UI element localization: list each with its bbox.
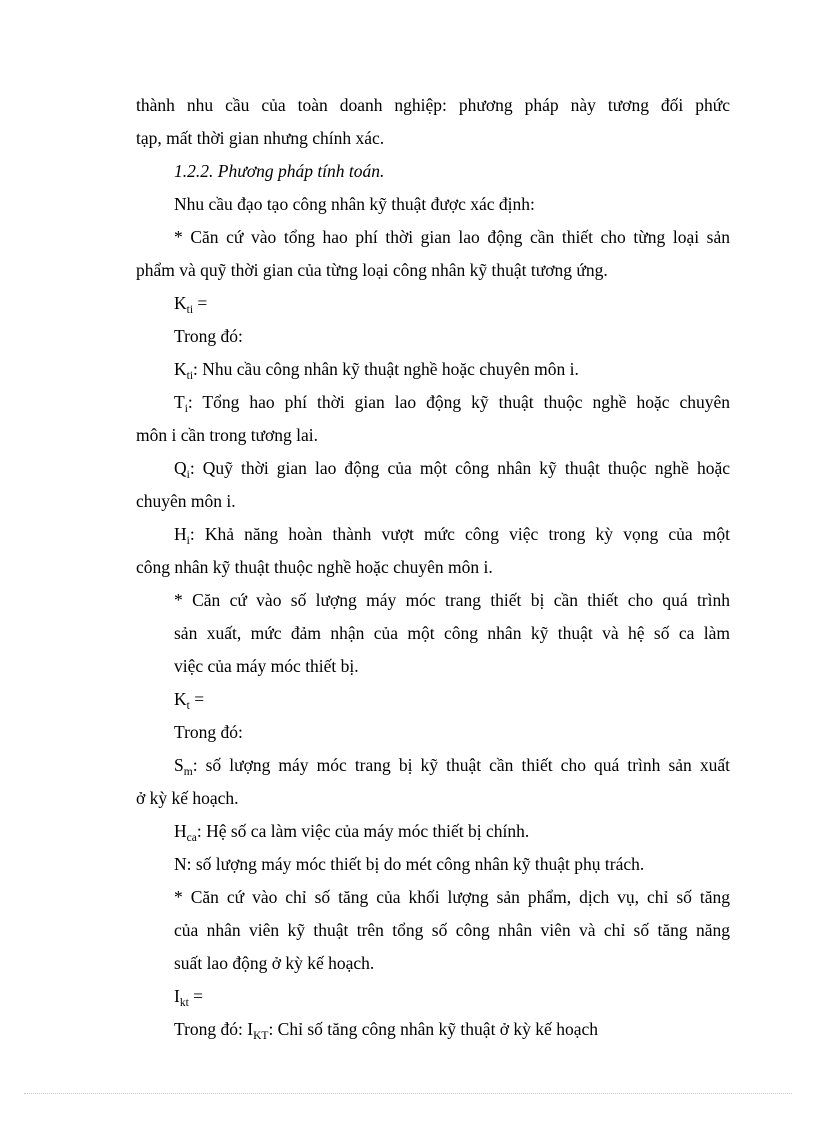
paragraph-line: chuyên môn i. — [136, 491, 236, 511]
variable-subscript: KT — [253, 1030, 269, 1042]
paragraph-line: tạp, mất thời gian nhưng chính xác. — [136, 128, 385, 148]
definition-text: : số lượng máy móc trang bị kỹ thuật cần thiết cho quá trình sản xuất — [192, 755, 730, 775]
variable-symbol: Q — [174, 458, 187, 478]
paragraph-line: Trong đó: — [174, 722, 243, 742]
paragraph-line: môn i cần trong tương lai. — [136, 425, 319, 445]
paragraph-line: ở kỳ kế hoạch. — [136, 788, 239, 808]
formula-equals: = — [193, 293, 208, 313]
paragraph-line: sản xuất, mức đảm nhận của một công nhân kỹ thuật và hệ số ca làm — [174, 623, 730, 643]
variable-subscript: i — [184, 403, 188, 415]
variable-subscript: ti — [186, 370, 194, 382]
paragraph-line: thành nhu cầu của toàn doanh nghiệp: phương pháp này tương đối phức — [136, 95, 730, 115]
definition-text: : Nhu cầu công nhân kỹ thuật nghề hoặc chuyên môn i. — [193, 359, 579, 379]
formula-line — [174, 985, 203, 1007]
variable-symbol: K — [174, 359, 187, 379]
formula-symbol: K — [174, 689, 187, 709]
definition-line — [174, 754, 730, 776]
formula-symbol: K — [174, 293, 187, 313]
paragraph-line: việc của máy móc thiết bị. — [174, 656, 359, 676]
formula-symbol: I — [174, 986, 180, 1006]
definition-text: : Chỉ số tăng công nhân kỹ thuật ở kỳ kế hoạch — [268, 1019, 598, 1039]
formula-subscript: kt — [179, 997, 189, 1009]
variable-symbol: S — [174, 755, 184, 775]
variable-subscript: m — [183, 766, 193, 778]
paragraph-line: * Căn cứ vào số lượng máy móc trang thiết bị cần thiết cho quá trình — [174, 590, 730, 610]
variable-symbol: H — [174, 524, 187, 544]
definition-text: : Quỹ thời gian lao động của một công nhân kỹ thuật thuộc nghề hoặc — [189, 458, 730, 478]
variable-subscript: i — [186, 535, 190, 547]
definition-line — [174, 523, 730, 545]
variable-subscript: i — [186, 469, 190, 481]
formula-line — [174, 292, 207, 314]
paragraph-line: phẩm và quỹ thời gian của từng loại công nhân kỹ thuật tương ứng. — [136, 260, 608, 280]
definition-text: : Khả năng hoàn thành vượt mức công việc trong kỳ vọng của một — [189, 524, 730, 544]
definition-line — [174, 457, 730, 479]
definition-text: : Hệ số ca làm việc của máy móc thiết bị chính. — [196, 821, 530, 841]
paragraph-line: Nhu cầu đạo tạo công nhân kỹ thuật được xác định: — [174, 194, 535, 214]
definition-line — [174, 1018, 598, 1040]
definition-line: N: số lượng máy móc thiết bị do mét công nhân kỹ thuật phụ trách. — [174, 854, 645, 874]
formula-line — [174, 688, 204, 710]
variable-symbol: T — [174, 392, 185, 412]
definition-text: : Tổng hao phí thời gian lao động kỹ thuật thuộc nghề hoặc chuyên — [187, 392, 730, 412]
page-bottom-border — [24, 1093, 792, 1094]
definition-line — [174, 358, 579, 380]
paragraph-line: công nhân kỹ thuật thuộc nghề hoặc chuyên môn i. — [136, 557, 493, 577]
definition-line — [174, 391, 730, 413]
formula-equals: = — [188, 986, 204, 1006]
paragraph-line: suất lao động ở kỳ kế hoạch. — [174, 953, 375, 973]
paragraph-line: của nhân viên kỹ thuật trên tổng số công nhân viên và chỉ số tăng năng — [174, 920, 730, 940]
paragraph-line: * Căn cứ vào tổng hao phí thời gian lao động cần thiết cho từng loại sản — [174, 227, 730, 247]
formula-subscript: ti — [186, 304, 194, 316]
formula-subscript: t — [186, 700, 190, 712]
variable-subscript: ca — [186, 832, 197, 844]
paragraph-line: Trong đó: — [174, 326, 243, 346]
variable-symbol: H — [174, 821, 187, 841]
definition-lead: Trong đó: I — [174, 1019, 254, 1039]
definition-line — [174, 820, 529, 842]
formula-equals: = — [189, 689, 205, 709]
paragraph-line: * Căn cứ vào chỉ số tăng của khối lượng sản phẩm, dịch vụ, chỉ số tăng — [174, 887, 730, 907]
section-heading: 1.2.2. Phương pháp tính toán. — [174, 161, 385, 181]
